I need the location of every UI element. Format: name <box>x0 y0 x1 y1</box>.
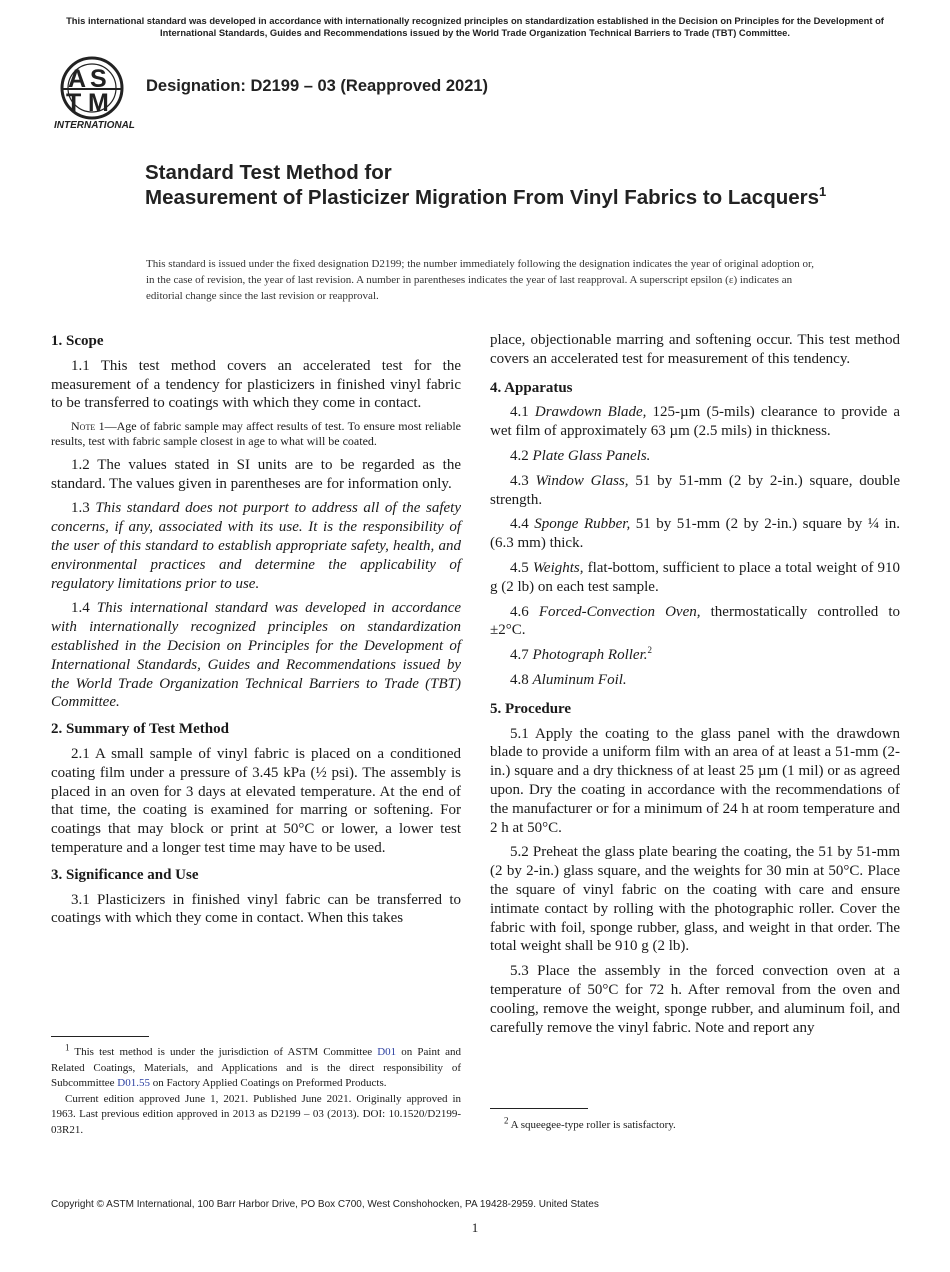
para-1-3-num: 1.3 <box>71 500 90 517</box>
left-column <box>51 330 461 934</box>
para-1-3 <box>51 499 461 593</box>
para-4-7-footnote-mark: 2 <box>647 645 652 656</box>
footnote-2-mark: 2 <box>504 1115 509 1126</box>
svg-text:M: M <box>88 89 109 117</box>
footnote-2 <box>490 1115 900 1134</box>
footnote-1-para <box>51 1042 461 1092</box>
svg-text:T: T <box>66 89 82 117</box>
note-1-label: Note 1 <box>71 419 105 434</box>
para-4-2-num: 4.2 <box>510 447 529 464</box>
para-4-6-text: thermostatically controlled to ±2°C. <box>490 603 901 639</box>
footnote-1-text-b: on Paint and Related Coatings, Materials, and Applications and is the direct responsibility of Subcommittee <box>51 1046 461 1089</box>
para-3-1-continued: place, objectionable marring and softening occur. This test method covers an accelerated test for measurement of this tendency. <box>490 332 900 367</box>
right-column <box>490 331 900 1043</box>
footnote-2-para <box>490 1115 900 1134</box>
issue-note: This standard is issued under the fixed designation D2199; the number immediately following the designation indicates the year of original adoption or, in the case of revision, the year of last revision. A number in parentheses indicates the year of last reapproval. A superscript epsilon (ε) indicates an editorial change since the last revision or reapproval. <box>146 258 814 302</box>
para-1-4 <box>51 599 461 712</box>
footnote-1-mark: 1 <box>65 1042 70 1053</box>
title-line-2 <box>145 185 865 210</box>
designation: Designation: D2199 – 03 (Reapproved 2021) <box>146 77 489 95</box>
para-4-3-text: 51 by 51-mm (2 by 2-in.) square, double strength. <box>490 472 901 508</box>
svg-text:A: A <box>68 65 87 93</box>
section-2-heading: 2. Summary of Test Method <box>51 721 229 738</box>
para-4-1-term: Drawdown Blade, <box>534 404 647 421</box>
footnote-2-text: A squeegee-type roller is satisfactory. <box>510 1119 676 1131</box>
note-1-text: —Age of fabric sample may affect results of test. To ensure most reliable results, test with fabric sample closest in age to what will be coated. <box>51 419 462 449</box>
para-4-4 <box>490 515 900 553</box>
para-4-1 <box>490 403 900 441</box>
para-4-7-num: 4.7 <box>510 647 529 664</box>
para-4-4-term: Sponge Rubber, <box>534 516 631 533</box>
para-4-5-text: flat-bottom, sufficient to place a total weight of 910 g (2 lb) on each test sample. <box>490 559 901 595</box>
para-4-7-term: Photograph Roller. <box>532 647 648 664</box>
top-notice: This international standard was developed in accordance with internationally recognized principles on standardization established in the Decision on Principles for the Development of International Standards, Guides and Recommendations issued by the World Trade Organization Technical Barriers to Trade (TBT) Committee. <box>66 15 884 38</box>
link-d01-55[interactable]: D01.55 <box>117 1077 150 1089</box>
footnote-1-edition: Current edition approved June 1, 2021. Published June 2021. Originally approved in 1963. Last previous edition approved in 2013 as D2199 – 03 (2013). DOI: 10.1520/D2199-03R21. <box>51 1092 461 1136</box>
note-1 <box>51 419 461 450</box>
para-2-1: 2.1 A small sample of vinyl fabric is placed on a conditioned coating film under a pressure of 3.45 kPa (½ psi). The assembly is placed in an oven for 3 days at elevated temperature. At the end of that time, the coating is examined for marring or softening. For coatings that may block or print at 50°C or lower, a lower test temperature and a longer test time may have to be used. <box>51 745 461 856</box>
para-4-8-num: 4.8 <box>510 671 529 688</box>
footnote-rule-left <box>51 1036 149 1037</box>
para-4-5-num: 4.5 <box>510 559 529 576</box>
para-4-5-term: Weights, <box>532 559 584 576</box>
document-title <box>145 160 865 210</box>
link-d01[interactable]: D01 <box>377 1046 397 1058</box>
para-4-3-term: Window Glass, <box>535 472 629 489</box>
para-1-2: 1.2 The values stated in SI units are to be regarded as the standard. The values given in parentheses are for information only. <box>51 456 461 492</box>
para-3-1: 3.1 Plasticizers in finished vinyl fabric can be transferred to coatings with which they come in contact. When this takes <box>51 891 461 927</box>
para-5-2: 5.2 Preheat the glass plate bearing the coating, the 51 by 51-mm (2 by 2-in.) glass square, and the weights for 30 min at 50°C. Place the square of vinyl fabric on the coating with care and ensure intimate contact by rolling with the photographic roller. Cover the fabric with foil, sponge rubber, glass, and weight in that order. The total weight shall be 910 g (2 lb). <box>490 844 900 955</box>
section-4-heading: 4. Apparatus <box>490 379 573 396</box>
para-4-8 <box>490 671 900 690</box>
title-main: Measurement of Plasticizer Migration From Vinyl Fabrics to Lacquers <box>145 186 820 209</box>
para-4-3 <box>490 472 900 510</box>
footnote-1 <box>51 1042 461 1138</box>
para-4-6 <box>490 603 900 641</box>
logo-text: INTERNATIONAL <box>54 120 135 131</box>
para-1-1: 1.1 This test method covers an accelerated test for the measurement of a tendency for plasticizers in finished vinyl fabric to be transferred to coatings with which they come in contact. <box>51 357 461 412</box>
para-4-3-num: 4.3 <box>510 472 529 489</box>
para-4-1-num: 4.1 <box>510 404 529 421</box>
para-4-6-term: Forced-Convection Oven, <box>538 603 701 620</box>
page-number: 1 <box>471 1220 479 1235</box>
para-4-6-num: 4.6 <box>510 603 529 620</box>
section-5-heading: 5. Procedure <box>490 700 572 717</box>
section-3-heading: 3. Significance and Use <box>51 866 199 883</box>
section-1-heading: 1. Scope <box>51 333 104 349</box>
para-4-4-num: 4.4 <box>510 516 529 533</box>
footnote-rule-right <box>490 1108 588 1109</box>
para-4-2-term: Plate Glass Panels. <box>532 447 651 464</box>
para-5-3: 5.3 Place the assembly in the forced convection oven at a temperature of 50°C for 72 h. After removal from the oven and cooling, remove the weight, sponge rubber, and aluminum foil, and carefully remove the vinyl fabric. Note and report any <box>490 963 900 1036</box>
para-5-1: 5.1 Apply the coating to the glass panel with the drawdown blade to provide a uniform film with an area of at least a 51-mm (2-in.) square and a dry thickness of at least 25 µm (1 mil) or as agreed upon. Dry the coating in accordance with the recommendations of the manufacturer or for a minimum of 24 h at room temperature and 2 h at 50°C. <box>490 725 900 836</box>
title-line-1: Standard Test Method for <box>145 161 392 184</box>
para-4-1-text: 125-µm (5-mils) clearance to provide a wet film of approximately 63 µm (2.5 mils) in thickness. <box>490 404 901 440</box>
title-footnote-mark: 1 <box>819 184 827 200</box>
astm-logo <box>52 56 136 132</box>
astm-logo-icon <box>52 56 136 132</box>
footnote-1-text-c: on Factory Applied Coatings on Preformed Products. <box>152 1077 387 1089</box>
para-4-5 <box>490 559 900 597</box>
para-4-2 <box>490 447 900 466</box>
copyright-line: Copyright © ASTM International, 100 Barr Harbor Drive, PO Box C700, West Conshohocken, PA 19428-2959. United States <box>51 1199 599 1210</box>
svg-text:S: S <box>90 65 107 93</box>
para-1-3-text: This standard does not purport to address all of the safety concerns, if any, associated with its use. It is the responsibility of the user of this standard to establish appropriate safety, health, and environmental practices and determine the applicability of regulatory limitations prior to use. <box>51 500 462 592</box>
para-4-7 <box>490 646 900 665</box>
footnote-1-text-a: This test method is under the jurisdiction of ASTM Committee <box>74 1046 373 1058</box>
para-1-4-num: 1.4 <box>71 600 90 617</box>
para-4-8-term: Aluminum Foil. <box>532 671 627 688</box>
para-1-4-text: This international standard was developed in accordance with internationally recognized principles on standardization established in the Decision on Principles for the Development of International Standards, Guides and Recommendations issued by the World Trade Organization Technical Barriers to Trade (TBT) Committee. <box>51 600 462 711</box>
para-4-4-text: 51 by 51-mm (2 by 2-in.) square by ¼ in. (6.3 mm) thick. <box>490 516 901 552</box>
